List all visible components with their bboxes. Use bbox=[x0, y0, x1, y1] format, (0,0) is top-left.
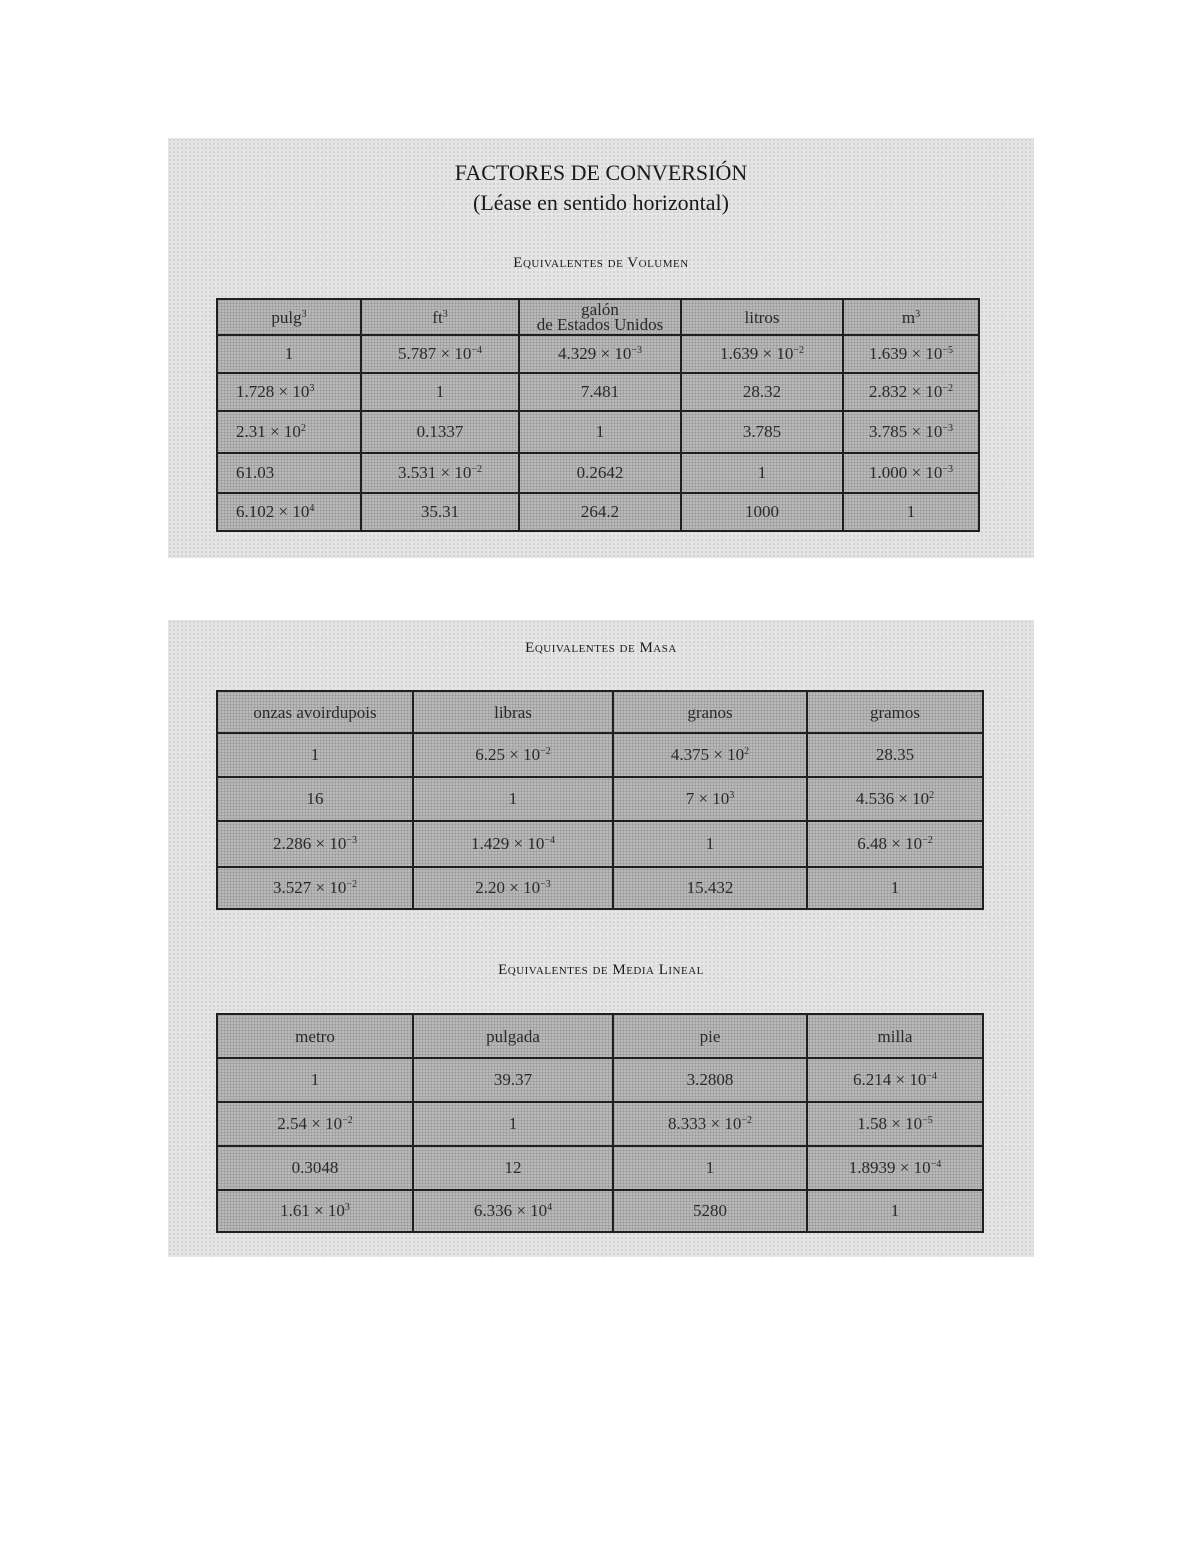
table-row bbox=[217, 777, 983, 821]
table-cell: $4.536 \times 10^2$ bbox=[807, 777, 983, 821]
table-cell: 1 bbox=[217, 1058, 413, 1102]
table-cell: 1 bbox=[361, 373, 519, 411]
table-cell: $1.639 \times 10^{-2}$ bbox=[681, 335, 843, 373]
table-cell: $7 \times 10^3$ bbox=[613, 777, 807, 821]
table-header-row bbox=[217, 691, 983, 733]
volume-section-title: Equivalentes de Volumen bbox=[513, 255, 689, 271]
table-row bbox=[217, 1102, 983, 1146]
mass-table bbox=[216, 690, 984, 910]
table-cell: $6.48 \times 10^{-2}$ bbox=[807, 821, 983, 867]
column-header: gramos bbox=[807, 691, 983, 733]
table-cell: 1 bbox=[217, 335, 361, 373]
table-row bbox=[217, 1146, 983, 1190]
table-row bbox=[217, 821, 983, 867]
table-cell: $2.832 \times 10^{-2}$ bbox=[843, 373, 979, 411]
table-cell: 16 bbox=[217, 777, 413, 821]
table-cell: 1 bbox=[613, 1146, 807, 1190]
table-cell: $3.531 \times 10^{-2}$ bbox=[361, 453, 519, 493]
table-row bbox=[217, 373, 979, 411]
table-cell: 264.2 bbox=[519, 493, 681, 531]
table-row bbox=[217, 335, 979, 373]
table-cell: $1.639 \times 10^{-5}$ bbox=[843, 335, 979, 373]
table-cell: $2.286 \times 10^{-3}$ bbox=[217, 821, 413, 867]
table-cell: $3.785 \times 10^{-3}$ bbox=[843, 411, 979, 453]
table-cell: 1 bbox=[807, 867, 983, 909]
table-cell: 0.1337 bbox=[361, 411, 519, 453]
table-cell: 0.3048 bbox=[217, 1146, 413, 1190]
mass-section-title: Equivalentes de Masa bbox=[525, 640, 677, 656]
page-subtitle: (Léase en sentido horizontal) bbox=[473, 190, 729, 215]
table-cell: $4.329 \times 10^{-3}$ bbox=[519, 335, 681, 373]
table-cell: 39.37 bbox=[413, 1058, 613, 1102]
table-cell: $1.61 \times 10^3$ bbox=[217, 1190, 413, 1232]
column-header: pie bbox=[613, 1014, 807, 1058]
table-cell: 1 bbox=[843, 493, 979, 531]
column-header: pulgada bbox=[413, 1014, 613, 1058]
table-header-row bbox=[217, 1014, 983, 1058]
linear-table bbox=[216, 1013, 984, 1233]
table-cell: 1 bbox=[519, 411, 681, 453]
table-cell: $1.58 \times 10^{-5}$ bbox=[807, 1102, 983, 1146]
table-cell: $6.336 \times 10^4$ bbox=[413, 1190, 613, 1232]
table-cell: 7.481 bbox=[519, 373, 681, 411]
table-cell: 1 bbox=[413, 777, 613, 821]
table-row bbox=[217, 1058, 983, 1102]
table-cell: 28.32 bbox=[681, 373, 843, 411]
table-cell: $5.787 \times 10^{-4}$ bbox=[361, 335, 519, 373]
table-cell: 1 bbox=[681, 453, 843, 493]
column-header: galón de Estados Unidos bbox=[519, 299, 681, 335]
table-cell: $6.214 \times 10^{-4}$ bbox=[807, 1058, 983, 1102]
table-row bbox=[217, 733, 983, 777]
table-row bbox=[217, 453, 979, 493]
table-cell: 28.35 bbox=[807, 733, 983, 777]
table-cell: 12 bbox=[413, 1146, 613, 1190]
table-cell: $3.527 \times 10^{-2}$ bbox=[217, 867, 413, 909]
table-row bbox=[217, 1190, 983, 1232]
table-header-row bbox=[217, 299, 979, 335]
column-header: libras bbox=[413, 691, 613, 733]
mass-linear-panel bbox=[168, 620, 1034, 1257]
table-cell: $2.20 \times 10^{-3}$ bbox=[413, 867, 613, 909]
table-cell: 1 bbox=[613, 821, 807, 867]
table-row bbox=[217, 867, 983, 909]
table-cell: 3.2808 bbox=[613, 1058, 807, 1102]
table-cell: $6.25 \times 10^{-2}$ bbox=[413, 733, 613, 777]
volume-table bbox=[216, 298, 980, 532]
column-header: onzas avoirdupois bbox=[217, 691, 413, 733]
column-header: $ft^3$ bbox=[361, 299, 519, 335]
table-cell: $1.8939 \times 10^{-4}$ bbox=[807, 1146, 983, 1190]
table-cell: 5280 bbox=[613, 1190, 807, 1232]
table-cell: 0.2642 bbox=[519, 453, 681, 493]
volume-panel bbox=[168, 138, 1034, 558]
table-cell: 35.31 bbox=[361, 493, 519, 531]
table-cell: 61.03 bbox=[217, 453, 361, 493]
column-header: milla bbox=[807, 1014, 983, 1058]
table-cell: 1 bbox=[807, 1190, 983, 1232]
column-header: pulg$^3$ bbox=[217, 299, 361, 335]
table-row bbox=[217, 411, 979, 453]
column-header: $m^3$ bbox=[843, 299, 979, 335]
table-cell: $1.728 \times 10^3$ bbox=[217, 373, 361, 411]
table-cell: $1.429 \times 10^{-4}$ bbox=[413, 821, 613, 867]
table-cell: 15.432 bbox=[613, 867, 807, 909]
column-header: granos bbox=[613, 691, 807, 733]
table-cell: 1 bbox=[413, 1102, 613, 1146]
table-cell: 3.785 bbox=[681, 411, 843, 453]
linear-section-title: Equivalentes de Media Lineal bbox=[498, 962, 704, 978]
table-cell: $6.102 \times 10^4$ bbox=[217, 493, 361, 531]
table-cell: 1000 bbox=[681, 493, 843, 531]
page-title: FACTORES DE CONVERSIÓN bbox=[454, 160, 748, 185]
table-cell: 1 bbox=[217, 733, 413, 777]
table-cell: $4.375 \times 10^2$ bbox=[613, 733, 807, 777]
column-header: metro bbox=[217, 1014, 413, 1058]
column-header: litros bbox=[681, 299, 843, 335]
table-cell: $2.31 \times 10^2$ bbox=[217, 411, 361, 453]
table-cell: $8.333 \times 10^{-2}$ bbox=[613, 1102, 807, 1146]
table-cell: $2.54 \times 10^{-2}$ bbox=[217, 1102, 413, 1146]
table-cell: $1.000 \times 10^{-3}$ bbox=[843, 453, 979, 493]
table-row bbox=[217, 493, 979, 531]
